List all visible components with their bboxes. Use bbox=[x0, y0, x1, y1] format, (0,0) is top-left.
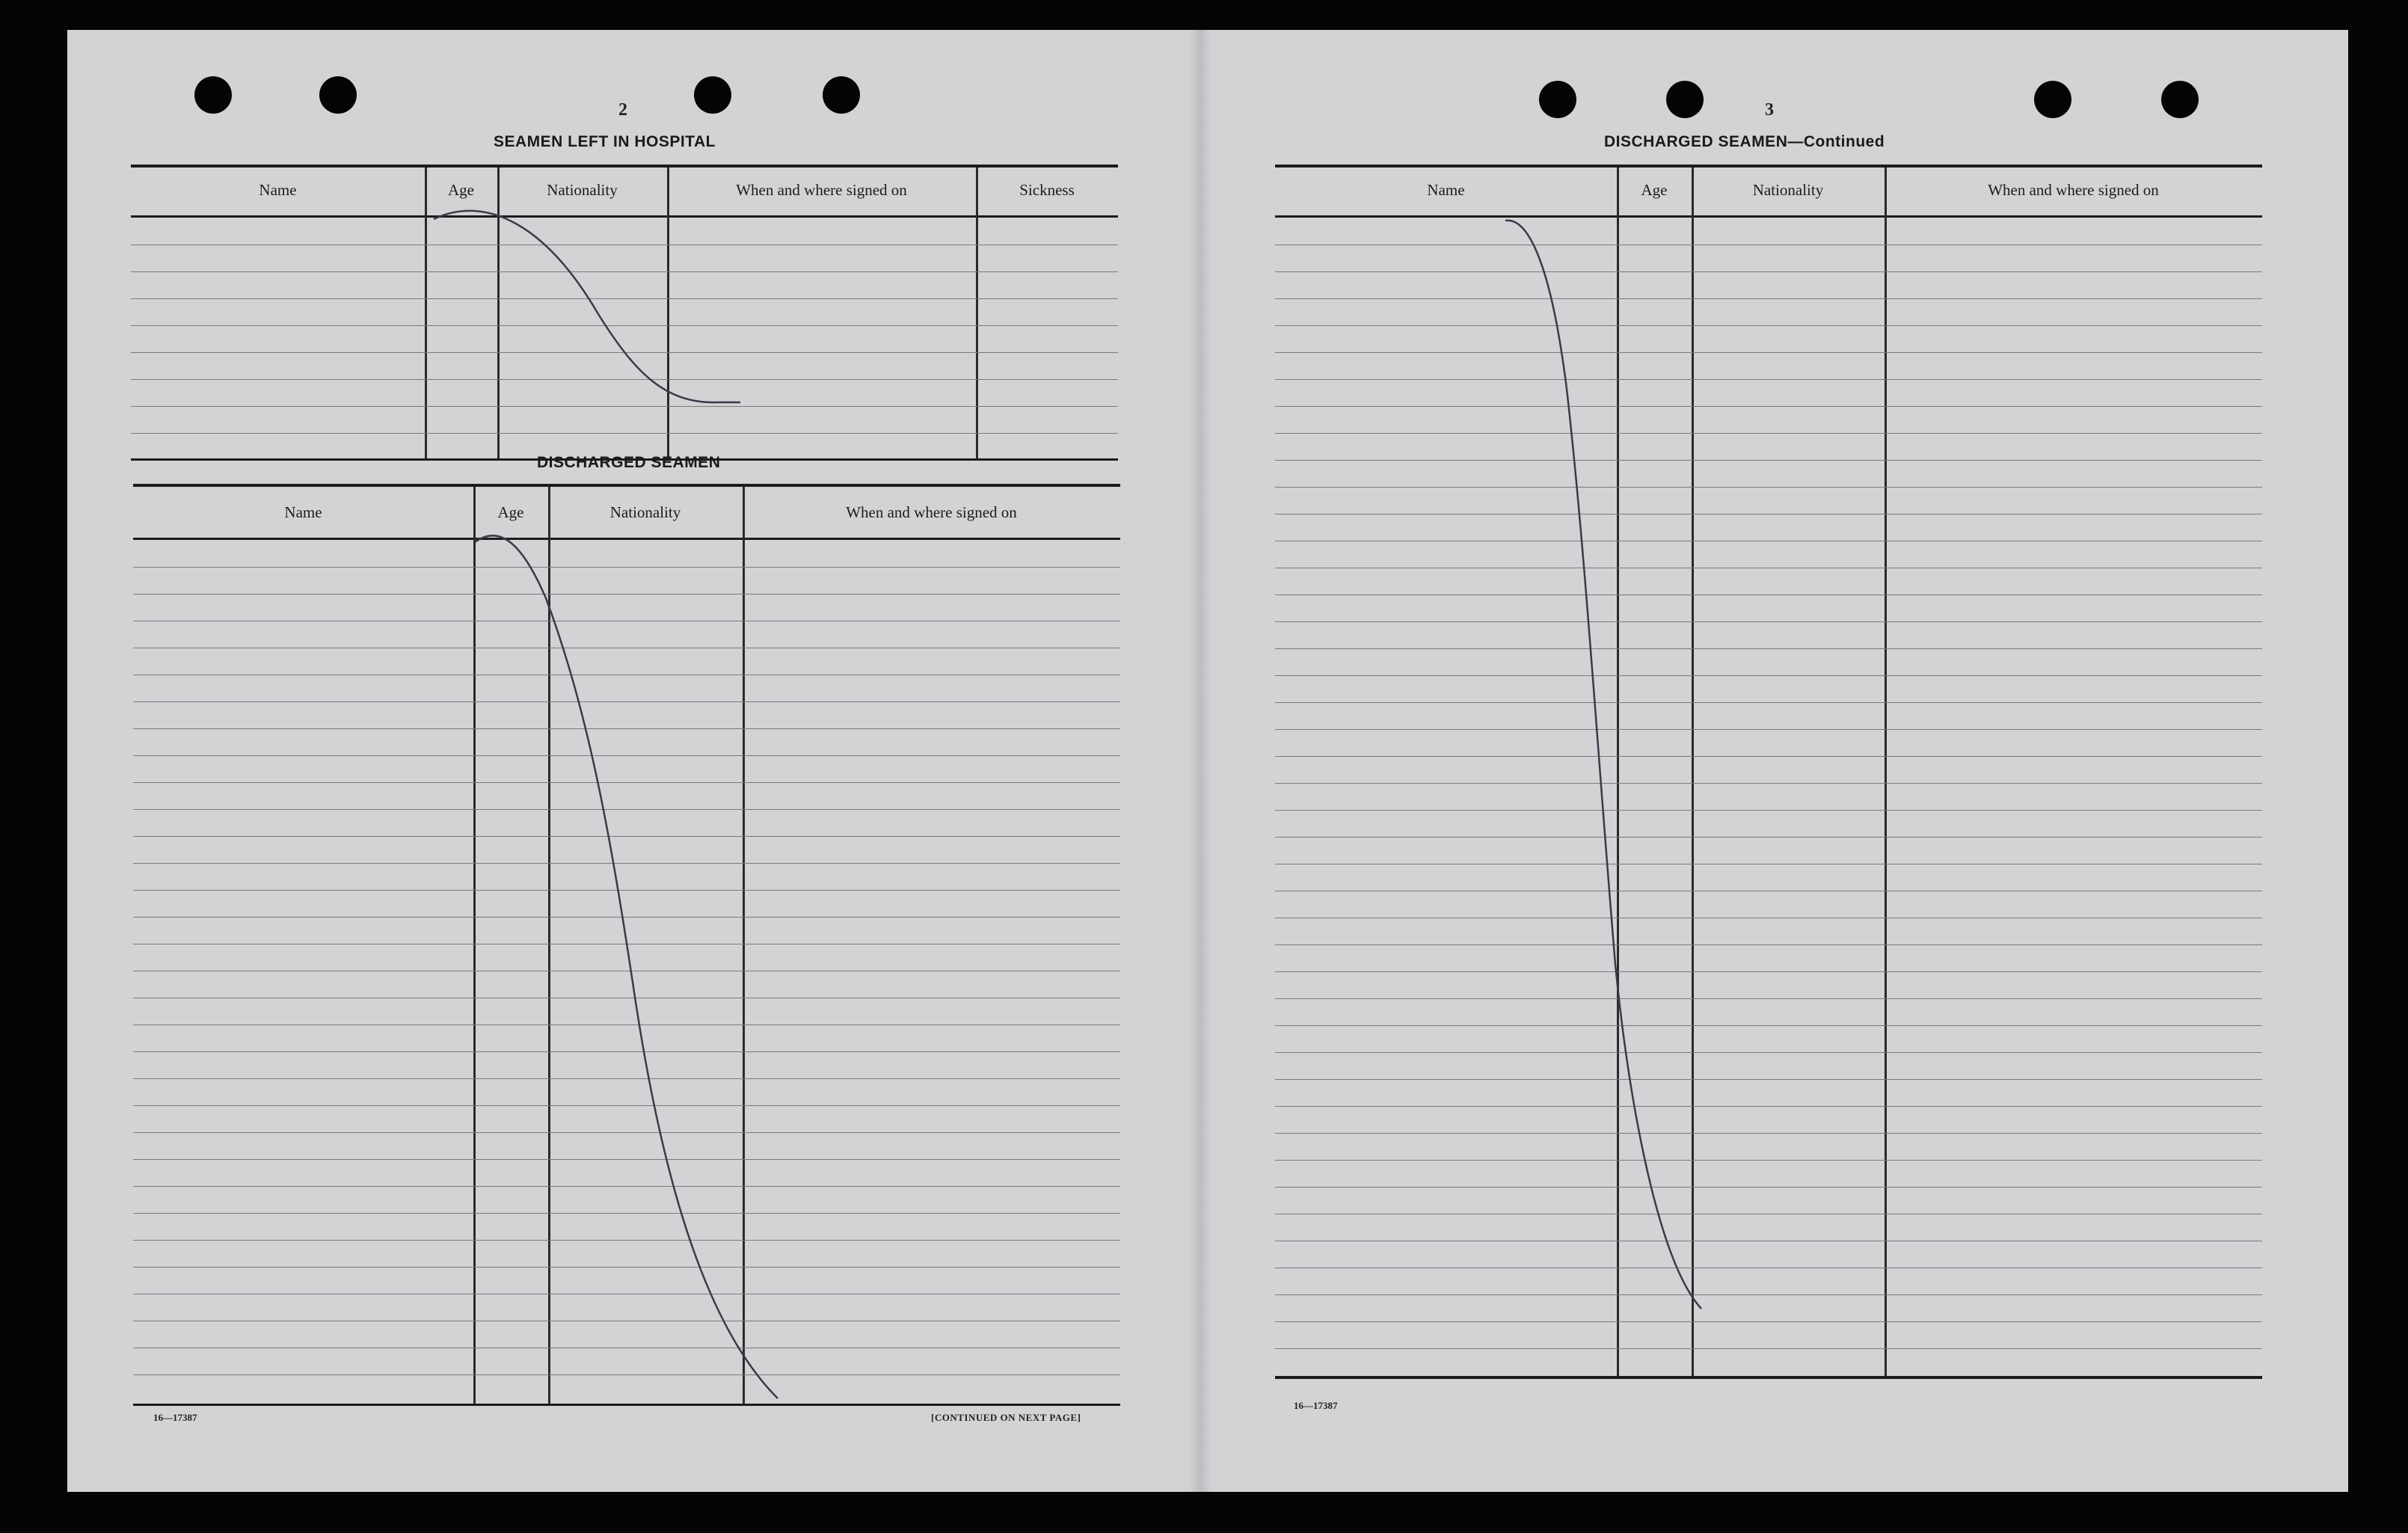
cancellation-stroke bbox=[475, 535, 778, 1398]
form-code-left: 16—17387 bbox=[153, 1412, 197, 1423]
column-header-nationality: Nationality bbox=[547, 181, 618, 199]
column-header-nationality: Nationality bbox=[609, 503, 681, 521]
column-header-signed-on: When and where signed on bbox=[1988, 181, 2159, 199]
hospital-section-title: SEAMEN LEFT IN HOSPITAL bbox=[494, 133, 716, 150]
page-number-left: 2 bbox=[618, 100, 627, 120]
cancellation-stroke bbox=[434, 211, 740, 402]
pen-strokes bbox=[67, 30, 2348, 1492]
column-header-age: Age bbox=[448, 181, 474, 199]
page-number-right: 3 bbox=[1765, 100, 1774, 120]
column-header-age: Age bbox=[497, 503, 524, 521]
discharged-section-title: DISCHARGED SEAMEN bbox=[537, 454, 721, 471]
form-code-right: 16—17387 bbox=[1294, 1400, 1338, 1411]
column-header-nationality: Nationality bbox=[1752, 181, 1824, 199]
document-sheet bbox=[67, 30, 2348, 1492]
column-header-signed-on: When and where signed on bbox=[846, 503, 1017, 521]
cancellation-stroke bbox=[1505, 221, 1701, 1309]
column-header-age: Age bbox=[1641, 181, 1668, 199]
title-suffix: —Continued bbox=[1787, 133, 1885, 150]
title-main: DISCHARGED SEAMEN bbox=[1604, 133, 1788, 150]
column-header-name: Name bbox=[284, 503, 322, 521]
column-header-name: Name bbox=[1427, 181, 1465, 199]
continued-note: [CONTINUED ON NEXT PAGE] bbox=[931, 1412, 1081, 1423]
column-header-sickness: Sickness bbox=[1019, 181, 1075, 199]
column-header-signed-on: When and where signed on bbox=[736, 181, 907, 199]
column-header-name: Name bbox=[259, 181, 297, 199]
